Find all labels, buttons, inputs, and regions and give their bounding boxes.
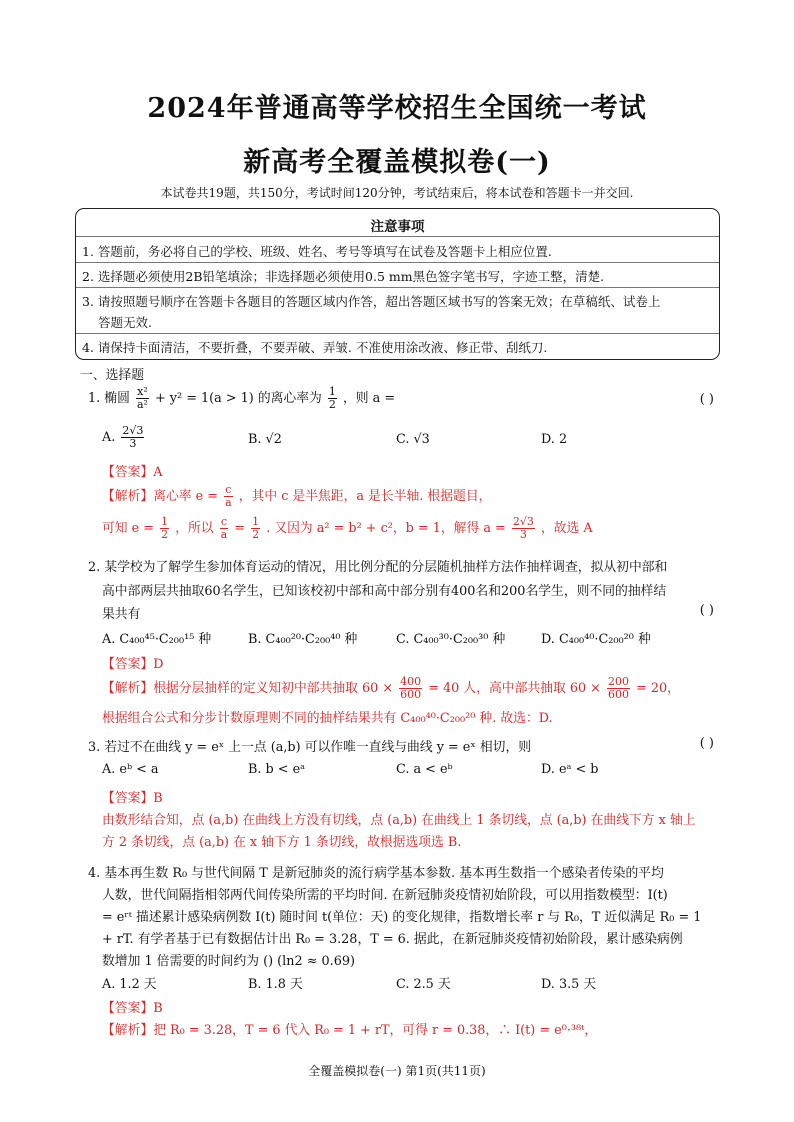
explanation: 根据组合公式和分步计数原理则不同的抽样结果共有 C₄₀₀⁴⁰·C₂₀₀²⁰ 种. 故选：D. (102, 711, 553, 726)
explanation: 由数形结合知，点 (a,b) 在曲线上方没有切线，点 (a,b) 在曲线上 1 条切线，点 (a,b) 在曲线下方 x 轴上 (102, 813, 696, 828)
question-4-stem: 人数，世代间隔指相邻两代间传染所需的平均时间. 在新冠肺炎疫情初始阶段，可以用指数模型：I(t) (102, 888, 668, 903)
option-d: D. eᵃ < b (541, 762, 599, 777)
explanation: 【解析】把 R₀ = 3.28，T = 6 代入 R₀ = 1 + rT，可得 r = 0.38，∴ I(t) = e⁰·³⁸ᵗ， (102, 1023, 598, 1038)
option-a: A. eᵇ < a (102, 762, 159, 777)
fraction: $\frac{1}{2}$ (328, 385, 336, 411)
answer-label: 【答案】B (102, 791, 163, 806)
option-d: D. 3.5 天 (541, 977, 597, 992)
question-4-stem: + rT. 有学者基于已有数据估计出 R₀ = 3.28，T = 6. 据此，在新冠肺炎疫情初始阶段，累计感染病例 (102, 932, 683, 947)
notice-divider (76, 262, 719, 263)
option-d: D. 2 (541, 432, 568, 447)
section-title: 一、选择题 (80, 368, 144, 383)
option-c: C. C₄₀₀³⁰·C₂₀₀³⁰ 种 (396, 632, 506, 647)
question-4-stem: 数增加 1 倍需要的时间约为 () (ln2 ≈ 0.69) (102, 954, 355, 969)
question-2-stem: 高中部两层共抽取60名学生，已知该校初中部和高中部分别有400名和200名学生，则不同的抽样结 (102, 584, 667, 599)
explanation: 可知 e = $\frac{1}{2}$ ，所以 $\frac{c}{a}$ = $\frac{1}{2}$ . 又因为 a² = b² + c²，b = 1，解得 a = $\frac{2√3}{3}$ ，故选 A (102, 515, 593, 541)
option-c: C. √3 (396, 432, 430, 447)
question-3-stem: 3. 若过不在曲线 y = eˣ 上一点 (a,b) 可以作唯一直线与曲线 y = eˣ 相切，则 (88, 740, 532, 755)
exam-title: 2024年普通高等学校招生全国统一考试 (147, 93, 647, 124)
answer-label: 【答案】D (102, 657, 164, 672)
option-c: C. 2.5 天 (396, 977, 451, 992)
notice-title: 注意事项 (370, 219, 425, 235)
explanation: 方 2 条切线，点 (a,b) 在 x 轴下方 1 条切线，故根据选项选 B. (102, 835, 462, 850)
question-2-stem: 2. 某学校为了解学生参加体育运动的情况，用比例分配的分层随机抽样方法作抽样调查，拟从初中部和 (88, 560, 668, 575)
option-b: B. b < eᵃ (248, 762, 306, 777)
answer-bracket: ( ) (699, 736, 714, 751)
option-a: A. C₄₀₀⁴⁵·C₂₀₀¹⁵ 种 (102, 632, 212, 647)
notice-item-3-cont: 答题无效. (98, 315, 152, 330)
notice-item-2: 2. 选择题必须使用2B铅笔填涂；非选择题必须使用0.5 mm黑色签字笔书写，字迹工整，清楚. (82, 269, 605, 284)
answer-bracket: ( ) (699, 392, 714, 407)
fraction: $\frac{\text{x²}}{\text{a²}}$ (136, 385, 148, 411)
answer-label: 【答案】B (102, 1001, 163, 1016)
question-4-stem: 4. 基本再生数 R₀ 与世代间隔 T 是新冠肺炎的流行病学基本参数. 基本再生数指一个感染者传染的平均 (88, 866, 664, 881)
question-1-stem: 1. 椭圆 $\frac{\text{x²}}{\text{a²}}$ + y² = 1(a > 1) 的离心率为 $\frac{1}{2}$ ，则 a = (88, 385, 396, 411)
notice-divider (76, 333, 719, 334)
option-b: B. 1.8 天 (248, 977, 303, 992)
option-a: A. 1.2 天 (102, 977, 157, 992)
explanation: 【解析】离心率 e = $\frac{c}{a}$ ，其中 c 是半焦距，a 是长半轴. 根据题目， (102, 483, 492, 509)
notice-box (75, 208, 720, 360)
exam-subtitle: 新高考全覆盖模拟卷(一) (243, 147, 551, 178)
page-footer: 全覆盖模拟卷(一) 第1页(共11页) (308, 1064, 486, 1078)
option-d: D. C₄₀₀⁴⁰·C₂₀₀²⁰ 种 (541, 632, 651, 647)
option-c: C. a < eᵇ (396, 762, 453, 777)
option-b: B. √2 (248, 432, 282, 447)
answer-label: 【答案】A (102, 465, 163, 480)
notice-item-3: 3. 请按照题号顺序在答题卡各题目的答题区域内作答，超出答题区域书写的答案无效；在草稿纸、试卷上 (82, 294, 661, 309)
question-4-stem: = eʳᵗ 描述累计感染病例数 I(t) 随时间 t(单位：天) 的变化规律，指数增长率 r 与 R₀，T 近似满足 R₀ = 1 (102, 910, 702, 925)
question-2-stem: 果共有 (102, 607, 141, 622)
answer-bracket: ( ) (699, 603, 714, 618)
exam-intro: 本试卷共19题，共150分，考试时间120分钟，考试结束后，将本试卷和答题卡一并交回. (160, 186, 634, 200)
option-a: A. $\frac{2√3}{3}$ (102, 424, 144, 450)
notice-item-1: 1. 答题前，务必将自己的学校、班级、姓名、考号等填写在试卷及答题卡上相应位置. (82, 244, 552, 259)
notice-item-4: 4. 请保持卡面清洁，不要折叠，不要弄破、弄皱. 不准使用涂改液、修正带、刮纸刀. (82, 340, 548, 355)
notice-divider (76, 236, 719, 237)
explanation: 【解析】根据分层抽样的定义知初中部共抽取 60 × $\frac{400}{600}$ = 40 人，高中部共抽取 60 × $\frac{200}{600}$ = 20， (102, 675, 680, 701)
notice-divider (76, 287, 719, 288)
option-b: B. C₄₀₀²⁰·C₂₀₀⁴⁰ 种 (248, 632, 358, 647)
